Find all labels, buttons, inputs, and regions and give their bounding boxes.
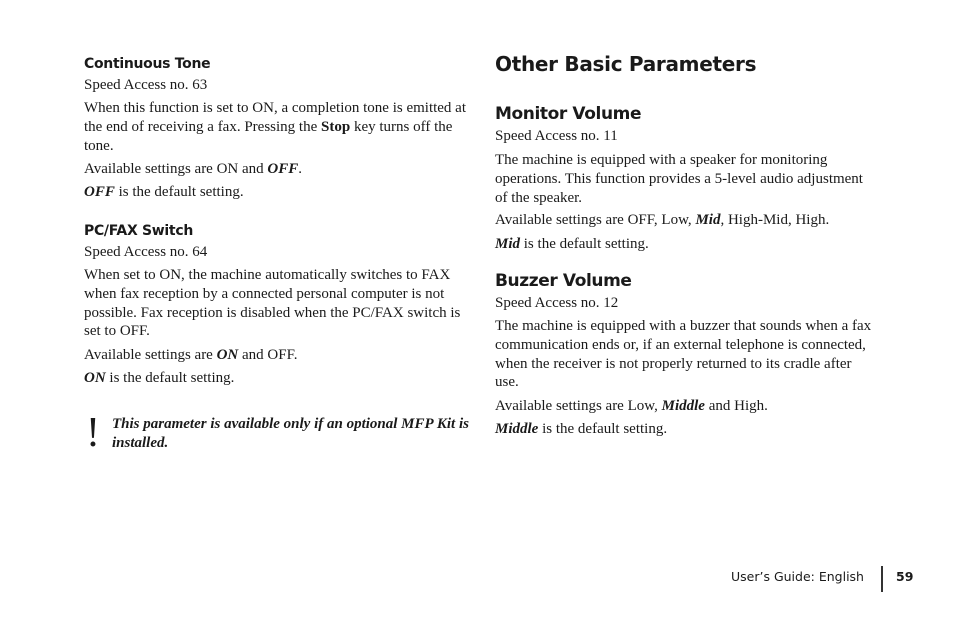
text-run: is the default setting. bbox=[520, 236, 649, 252]
pc-fax-switch-heading: PC/FAX Switch bbox=[84, 223, 193, 239]
default-value-emphasis: Middle bbox=[495, 421, 539, 437]
default-value-emphasis: ON bbox=[216, 347, 239, 363]
default-value-emphasis: Mid bbox=[495, 236, 521, 252]
text-run: When this function is set to ON, a completion tone is emitted at the end of receiving a fax. Pressing the bbox=[84, 100, 467, 135]
monitor-volume-available-settings bbox=[495, 211, 875, 230]
pc-fax-speed-access: Speed Access no. 64 bbox=[84, 244, 208, 260]
continuous-tone-heading: Continuous Tone bbox=[84, 56, 211, 72]
text-run: . bbox=[298, 161, 303, 177]
footer-divider bbox=[881, 566, 883, 592]
monitor-volume-speed-access: Speed Access no. 11 bbox=[495, 128, 618, 144]
pc-fax-description: When set to ON, the machine automatically switches to FAX when fax reception by a connected personal computer is not possible. Fax reception is disabled when the PC/FAX switch is set to OFF. bbox=[84, 267, 461, 340]
text-run: key turns off the tone. bbox=[84, 118, 453, 154]
default-value-emphasis: Middle bbox=[661, 398, 705, 414]
text-run: is the default setting. bbox=[114, 184, 244, 200]
text-run: and High. bbox=[704, 398, 768, 414]
pc-fax-default bbox=[84, 369, 476, 388]
text-run: is the default setting. bbox=[538, 421, 668, 437]
continuous-tone-default bbox=[84, 183, 476, 202]
continuous-tone-speed-access: Speed Access no. 63 bbox=[84, 77, 208, 93]
default-value-emphasis: OFF bbox=[267, 161, 299, 177]
monitor-volume-heading: Monitor Volume bbox=[495, 104, 642, 124]
exclamation-icon: ! bbox=[86, 410, 100, 456]
stop-key-name: Stop bbox=[321, 118, 351, 135]
text-run: Available settings are OFF, Low, bbox=[495, 212, 696, 228]
buzzer-volume-speed-access: Speed Access no. 12 bbox=[495, 295, 619, 311]
buzzer-volume-default bbox=[495, 420, 875, 439]
monitor-volume-default bbox=[495, 235, 875, 254]
buzzer-volume-description: The machine is equipped with a buzzer that sounds when a fax communication ends or, if an external telephone is connected, when the receiver is not properly returned to its cradle after use. bbox=[495, 318, 872, 391]
continuous-tone-available-settings bbox=[84, 160, 476, 179]
default-value-emphasis: Mid bbox=[695, 212, 721, 228]
footer-guide-label: User’s Guide: English bbox=[731, 569, 864, 584]
buzzer-volume-heading: Buzzer Volume bbox=[495, 271, 632, 291]
text-run: is the default setting. bbox=[105, 370, 235, 386]
monitor-volume-description: The machine is equipped with a speaker for monitoring operations. This function provides a 5-level audio adjustment of the speaker. bbox=[495, 152, 863, 206]
pc-fax-available-settings bbox=[84, 346, 476, 365]
text-run: Available settings are Low, bbox=[495, 398, 662, 414]
section-title: Other Basic Parameters bbox=[495, 52, 757, 76]
text-run: Available settings are ON and bbox=[84, 161, 268, 177]
text-run: , High-Mid, High. bbox=[720, 212, 830, 228]
default-value-emphasis: ON bbox=[84, 370, 106, 386]
text-run: and OFF. bbox=[238, 347, 298, 363]
text-run: Available settings are bbox=[84, 347, 217, 363]
page-number: 59 bbox=[896, 569, 914, 584]
note-text: This parameter is available only if an optional MFP Kit is installed. bbox=[112, 416, 469, 451]
buzzer-volume-available-settings bbox=[495, 397, 875, 416]
default-value-emphasis: OFF bbox=[84, 184, 115, 200]
continuous-tone-description bbox=[84, 99, 476, 155]
